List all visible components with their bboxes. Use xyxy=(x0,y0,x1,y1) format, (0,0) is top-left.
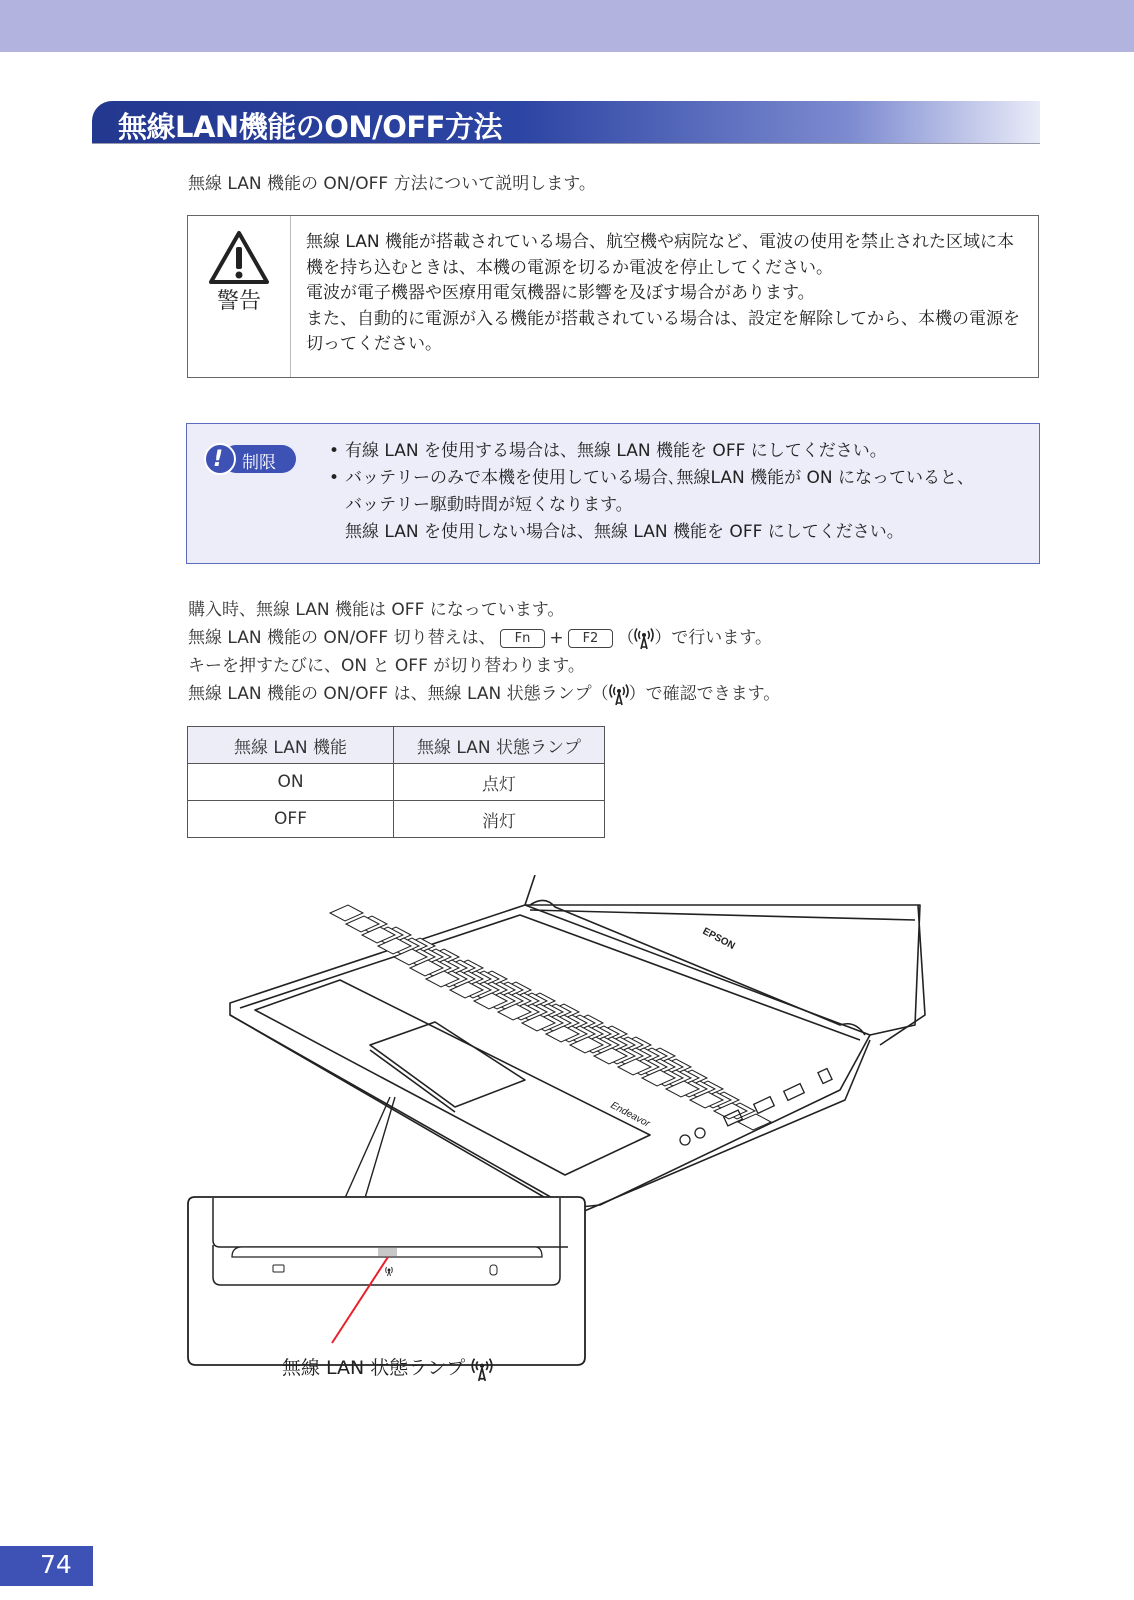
limitation-line: バッテリー駆動時間が短くなります。 xyxy=(345,495,633,515)
table-cell: ON xyxy=(188,764,394,801)
bullet: • xyxy=(329,441,340,461)
limitation-item xyxy=(329,438,1029,465)
table-row xyxy=(188,801,605,838)
bullet: • xyxy=(329,468,340,488)
intro-text: 無線 LAN 機能の ON/OFF 方法について説明します。 xyxy=(188,174,596,194)
limitation-line: 無線 LAN を使用しない場合は、無線 LAN 機能を OFF にしてください。 xyxy=(345,522,904,542)
table-header-row xyxy=(188,727,605,764)
table-header: 無線 LAN 状態ランプ xyxy=(394,727,605,764)
warning-triangle-icon xyxy=(208,230,270,286)
exclamation-icon: ! xyxy=(204,443,236,475)
warning-divider xyxy=(290,216,291,377)
status-table xyxy=(187,726,605,838)
body-line: キーを押すたびに、ON と OFF が切り替わります。 xyxy=(188,656,585,676)
limitation-box xyxy=(186,423,1040,564)
table-header: 無線 LAN 機能 xyxy=(188,727,394,764)
warning-paragraph: また、自動的に電源が入る機能が搭載されている場合は、設定を解除してから、本機の電源を切ってください。 xyxy=(306,308,1020,354)
page-number-box xyxy=(0,1546,93,1586)
section-heading xyxy=(92,101,1040,144)
warning-paragraph: 電波が電子機器や医療用電気機器に影響を及ぼす場合があります。 xyxy=(306,283,815,303)
limitation-list xyxy=(329,438,1029,546)
top-color-band xyxy=(0,0,1134,52)
warning-box xyxy=(187,215,1039,378)
warning-text xyxy=(306,230,1026,358)
lamp-label: 無線 LAN 状態ランプ xyxy=(282,1353,493,1382)
limitation-line: 有線 LAN を使用する場合は、無線 LAN 機能を OFF にしてください。 xyxy=(345,441,887,461)
body-line: 購入時、無線 LAN 機能は OFF になっています。 xyxy=(188,600,565,620)
body-line: 無線 LAN 機能の ON/OFF 切り替えは、 Fn + F2 （ ）で行います。 xyxy=(188,628,772,648)
table-cell: 点灯 xyxy=(394,764,605,801)
limitation-line: バッテリーのみで本機を使用している場合､無線LAN 機能が ON になっていると、 xyxy=(345,468,975,488)
wireless-icon xyxy=(609,682,629,706)
limitation-item xyxy=(329,465,1029,546)
laptop-illustration xyxy=(180,875,960,1395)
warning-label: 警告 xyxy=(216,289,261,314)
fn-key: Fn xyxy=(500,629,546,648)
limitation-label: 制限 xyxy=(242,453,276,473)
body-text xyxy=(188,596,780,708)
table-cell: 消灯 xyxy=(394,801,605,838)
brand-label: EPSON xyxy=(700,925,737,953)
wireless-icon xyxy=(471,1356,493,1382)
warning-paragraph: 無線 LAN 機能が搭載されている場合、航空機や病院など、電波の使用を禁止された区域に本機を持ち込むときは、本機の電源を切るか電波を停止してください。 xyxy=(306,232,1015,278)
limitation-badge xyxy=(204,443,296,475)
plus-sign: + xyxy=(549,628,564,648)
f2-key: F2 xyxy=(568,629,614,648)
section-title: 無線LAN機能のON/OFF方法 xyxy=(118,110,502,144)
table-cell: OFF xyxy=(188,801,394,838)
page-number: 74 xyxy=(40,1550,72,1579)
table-row xyxy=(188,764,605,801)
wireless-icon xyxy=(634,626,654,650)
model-label: Endeavor xyxy=(608,1099,652,1130)
body-line: 無線 LAN 機能の ON/OFF は、無線 LAN 状態ランプ（ ）で確認できます。 xyxy=(188,684,781,704)
